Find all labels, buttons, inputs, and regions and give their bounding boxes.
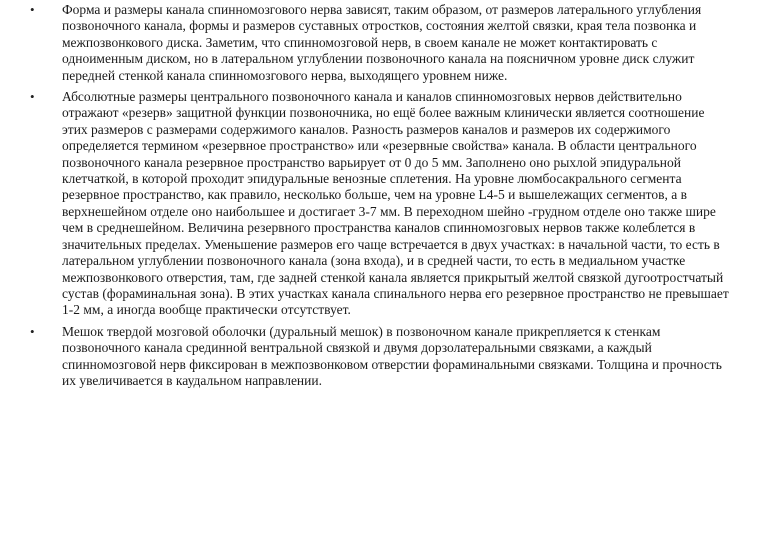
paragraph-text: Абсолютные размеры центрального позвоночного канала и каналов спинномозговых нервов действительно отражают «резерв» защитной функции позвоночника, но ещё более важным клинически является соотношение этих размеров с размерами содержимого каналов. Разность размеров каналов и размеров их содержимого определяется термином «резервное пространство» или «резервные свойства» канала. В области центрального позвоночного канала резервное пространство варьирует от 0 до 5 мм. Заполнено оно рыхлой эпидуральной клетчаткой, в которой проходит эпидуральные венозные сплетения. На уровне люмбосакрального сегмента резервное пространство, как правило, несколько больше, чем на уровне L4-5 и вышележащих сегментов, а в верхнешейном отделе оно наибольшее и достигает 3-7 мм. В переходном шейно -грудном отделе оно также шире чем в среднешейном. Величина резервного пространства каналов спинномозговых нервов также колеблется в значительных пределах. Уменьшение размеров его чаще встречается в двух участках: в начальной части, то есть в латеральном углублении позвоночного канала (зона входа), и в средней части, то есть в медиальном участке межпозвонкового отверстия, там, где задней стенкой канала является прикрытый желтой связкой дугоотростчатый сустав (фораминальная зона). В этих участках канала спинального нерва его резервное пространство не превышает 1-2 мм, а иногда вообще практически отсутствует. (62, 89, 729, 318)
bullet-item-dural-canal-dimensions (30, 2, 730, 84)
bullet-item-dural-sac (30, 324, 730, 390)
bullet-item-reserve-space (30, 89, 730, 319)
bullet-marker-icon: • (30, 2, 35, 17)
bullet-list (30, 2, 730, 394)
paragraph-text: Форма и размеры канала спинномозгового нерва зависят, таким образом, от размеров латерального углубления позвоночного канала, формы и размеров суставных отростков, состояния желтой связки, края тела позвонка и межпозвонкового диска. Заметим, что спинномозговой нерв, в своем канале не может контактировать с одноименным диском, но в латеральном углублении позвоночного канала на поясничном уровне диск служит передней стенкой канала спинномозгового нерва, выходящего уровнем ниже. (62, 2, 702, 83)
bullet-marker-icon: • (30, 89, 35, 105)
bullet-marker-icon: • (30, 323, 35, 339)
paragraph-text: Мешок твердой мозговой оболочки (дуральный мешок) в позвоночном канале прикрепляется к стенкам позвоночного канала срединной вентральной связкой и двумя дорзолатеральными связками, а каждый спинномозговой нерв фиксирован в межпозвонковом отверстии фораминальными связками. Толщина и прочность их увеличивается в каудальном направлении. (62, 323, 722, 388)
